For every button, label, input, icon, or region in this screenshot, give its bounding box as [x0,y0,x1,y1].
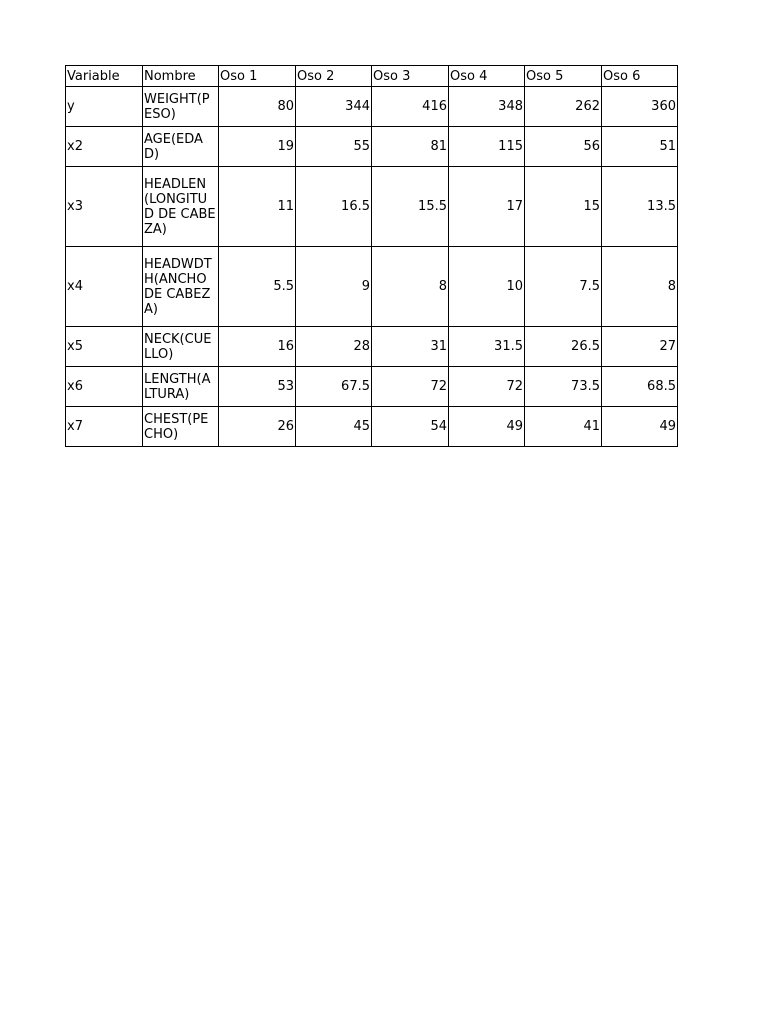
header-cell-nombre: Nombre [143,66,219,87]
table-row [66,327,678,367]
value-cell: 49 [449,407,525,447]
variable-cell: x2 [66,127,143,167]
variable-cell: x7 [66,407,143,447]
variable-cell: x5 [66,327,143,367]
table-header-row [66,66,678,87]
value-cell: 8 [602,247,678,327]
table-row [66,247,678,327]
table-row [66,87,678,127]
value-cell: 17 [449,167,525,247]
header-cell-oso-6: Oso 6 [602,66,678,87]
value-cell: 5.5 [219,247,296,327]
value-cell: 8 [372,247,449,327]
nombre-cell: CHEST(PECHO) [143,407,219,447]
value-cell: 72 [449,367,525,407]
header-cell-variable: Variable [66,66,143,87]
value-cell: 49 [602,407,678,447]
header-cell-oso-5: Oso 5 [525,66,602,87]
value-cell: 73.5 [525,367,602,407]
value-cell: 56 [525,127,602,167]
nombre-cell: HEADLEN(LONGITUD DE CABEZA) [143,167,219,247]
value-cell: 16 [219,327,296,367]
header-cell-oso-3: Oso 3 [372,66,449,87]
header-cell-oso-1: Oso 1 [219,66,296,87]
value-cell: 262 [525,87,602,127]
value-cell: 348 [449,87,525,127]
value-cell: 13.5 [602,167,678,247]
value-cell: 10 [449,247,525,327]
value-cell: 53 [219,367,296,407]
value-cell: 80 [219,87,296,127]
value-cell: 68.5 [602,367,678,407]
value-cell: 26 [219,407,296,447]
value-cell: 67.5 [296,367,372,407]
value-cell: 26.5 [525,327,602,367]
nombre-cell: HEADWDTH(ANCHO DE CABEZA) [143,247,219,327]
value-cell: 28 [296,327,372,367]
nombre-cell: WEIGHT(PESO) [143,87,219,127]
table-row [66,167,678,247]
table-row [66,407,678,447]
table-row [66,367,678,407]
value-cell: 7.5 [525,247,602,327]
value-cell: 19 [219,127,296,167]
nombre-cell: LENGTH(ALTURA) [143,367,219,407]
bear-measurements-table [65,65,678,447]
value-cell: 416 [372,87,449,127]
value-cell: 41 [525,407,602,447]
nombre-cell: AGE(EDAD) [143,127,219,167]
value-cell: 15.5 [372,167,449,247]
variable-cell: x6 [66,367,143,407]
value-cell: 72 [372,367,449,407]
value-cell: 15 [525,167,602,247]
value-cell: 360 [602,87,678,127]
header-cell-oso-2: Oso 2 [296,66,372,87]
table-row [66,127,678,167]
variable-cell: x4 [66,247,143,327]
value-cell: 81 [372,127,449,167]
value-cell: 27 [602,327,678,367]
value-cell: 55 [296,127,372,167]
value-cell: 9 [296,247,372,327]
value-cell: 51 [602,127,678,167]
value-cell: 54 [372,407,449,447]
value-cell: 11 [219,167,296,247]
variable-cell: y [66,87,143,127]
value-cell: 45 [296,407,372,447]
value-cell: 344 [296,87,372,127]
value-cell: 31.5 [449,327,525,367]
header-cell-oso-4: Oso 4 [449,66,525,87]
value-cell: 31 [372,327,449,367]
value-cell: 16.5 [296,167,372,247]
nombre-cell: NECK(CUELLO) [143,327,219,367]
value-cell: 115 [449,127,525,167]
variable-cell: x3 [66,167,143,247]
